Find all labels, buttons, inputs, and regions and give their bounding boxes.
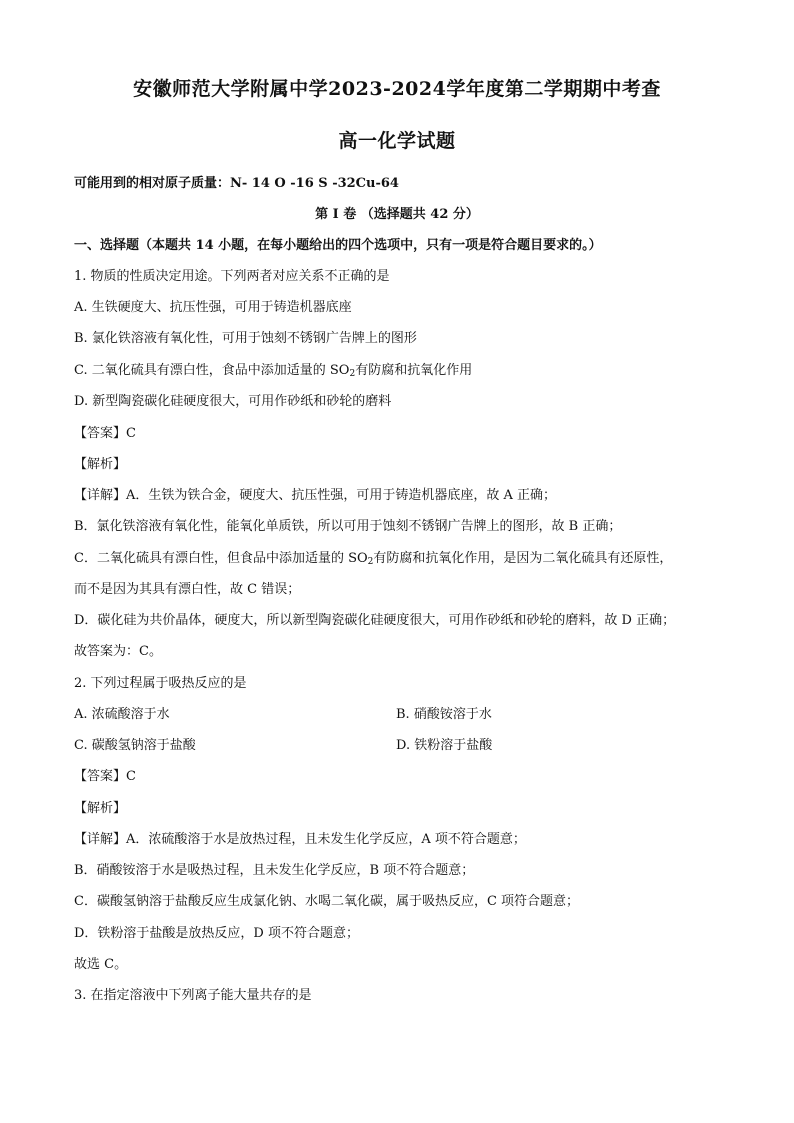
q2-detail-d: D．铁粉溶于盐酸是放热反应，D 项不符合题意； bbox=[74, 926, 359, 941]
exam-subtitle: 高一化学试题 bbox=[338, 130, 456, 152]
q1-option-b: B. 氯化铁溶液有氧化性，可用于蚀刻不锈钢广告牌上的图形 bbox=[74, 331, 417, 346]
q1-detail-c1 bbox=[74, 550, 734, 571]
q1-stem: 1. 物质的性质决定用途。下列两者对应关系不正确的是 bbox=[74, 269, 390, 284]
q1-detail-c1-pre: C．二氧化硫具有漂白性，但食品中添加适量的 SO bbox=[74, 551, 368, 566]
q1-analysis-label: 【解析】 bbox=[74, 457, 127, 472]
q1-option-c bbox=[74, 362, 734, 383]
q1-option-c-sub: 2 bbox=[349, 369, 356, 379]
q2-option-b: B. 硝酸铵溶于水 bbox=[396, 707, 492, 722]
exam-title: 安徽师范大学附属中学2023-2024学年度第二学期期中考查 bbox=[133, 78, 661, 100]
q2-options-row1 bbox=[74, 706, 734, 724]
q2-option-c: C. 碳酸氢钠溶于盐酸 bbox=[74, 738, 196, 753]
q2-analysis-label: 【解析】 bbox=[74, 801, 127, 816]
q2-options-row2 bbox=[74, 737, 734, 755]
q1-detail-a: 【详解】A．生铁为铁合金，硬度大、抗压性强，可用于铸造机器底座，故 A 正确； bbox=[74, 488, 557, 503]
q1-detail-d: D．碳化硅为共价晶体，硬度大，所以新型陶瓷碳化硅硬度很大，可用作砂纸和砂轮的磨料，故 D 正确； bbox=[74, 613, 676, 628]
section-instruction: 一、选择题（本题共 14 小题，在每小题给出的四个选项中，只有一项是符合题目要求的。） bbox=[74, 238, 602, 253]
q2-option-d: D. 铁粉溶于盐酸 bbox=[396, 738, 493, 753]
section-title: 第 I 卷 （选择题共 42 分） bbox=[315, 207, 479, 222]
q1-option-d: D. 新型陶瓷碳化硅硬度很大，可用作砂纸和砂轮的磨料 bbox=[74, 394, 392, 409]
q2-answer: 【答案】C bbox=[74, 769, 136, 784]
q1-answer: 【答案】C bbox=[74, 426, 136, 441]
q3-stem: 3. 在指定溶液中下列离子能大量共存的是 bbox=[74, 988, 312, 1003]
q2-stem: 2. 下列过程属于吸热反应的是 bbox=[74, 676, 247, 691]
q2-detail-a: 【详解】A．浓硫酸溶于水是放热过程，且未发生化学反应，A 项不符合题意； bbox=[74, 832, 526, 847]
q1-option-c-pre: C. 二氧化硫具有漂白性，食品中添加适量的 SO bbox=[74, 363, 350, 378]
q1-conclusion: 故答案为：C。 bbox=[74, 644, 162, 659]
q1-detail-b: B．氯化铁溶液有氧化性，能氧化单质铁，所以可用于蚀刻不锈钢广告牌上的图形，故 B 正确； bbox=[74, 519, 622, 534]
q2-option-a: A. 浓硫酸溶于水 bbox=[74, 707, 170, 722]
q2-conclusion: 故选 C。 bbox=[74, 957, 128, 972]
atomic-masses: 可能用到的相对原子质量：N- 14 O -16 S -32Cu-64 bbox=[74, 176, 399, 191]
q2-detail-b: B．硝酸铵溶于水是吸热过程，且未发生化学反应，B 项不符合题意； bbox=[74, 863, 475, 878]
q1-option-a: A. 生铁硬度大、抗压性强，可用于铸造机器底座 bbox=[74, 300, 352, 315]
q1-detail-c1-post: 有防腐和抗氧化作用，是因为二氧化硫具有还原性， bbox=[373, 551, 673, 566]
q1-option-c-post: 有防腐和抗氧化作用 bbox=[355, 363, 473, 378]
q1-detail-c2: 而不是因为其具有漂白性，故 C 错误； bbox=[74, 582, 301, 597]
q2-detail-c: C．碳酸氢钠溶于盐酸反应生成氯化钠、水喝二氧化碳，属于吸热反应，C 项符合题意； bbox=[74, 894, 580, 909]
q1-detail-c1-sub: 2 bbox=[367, 557, 374, 567]
